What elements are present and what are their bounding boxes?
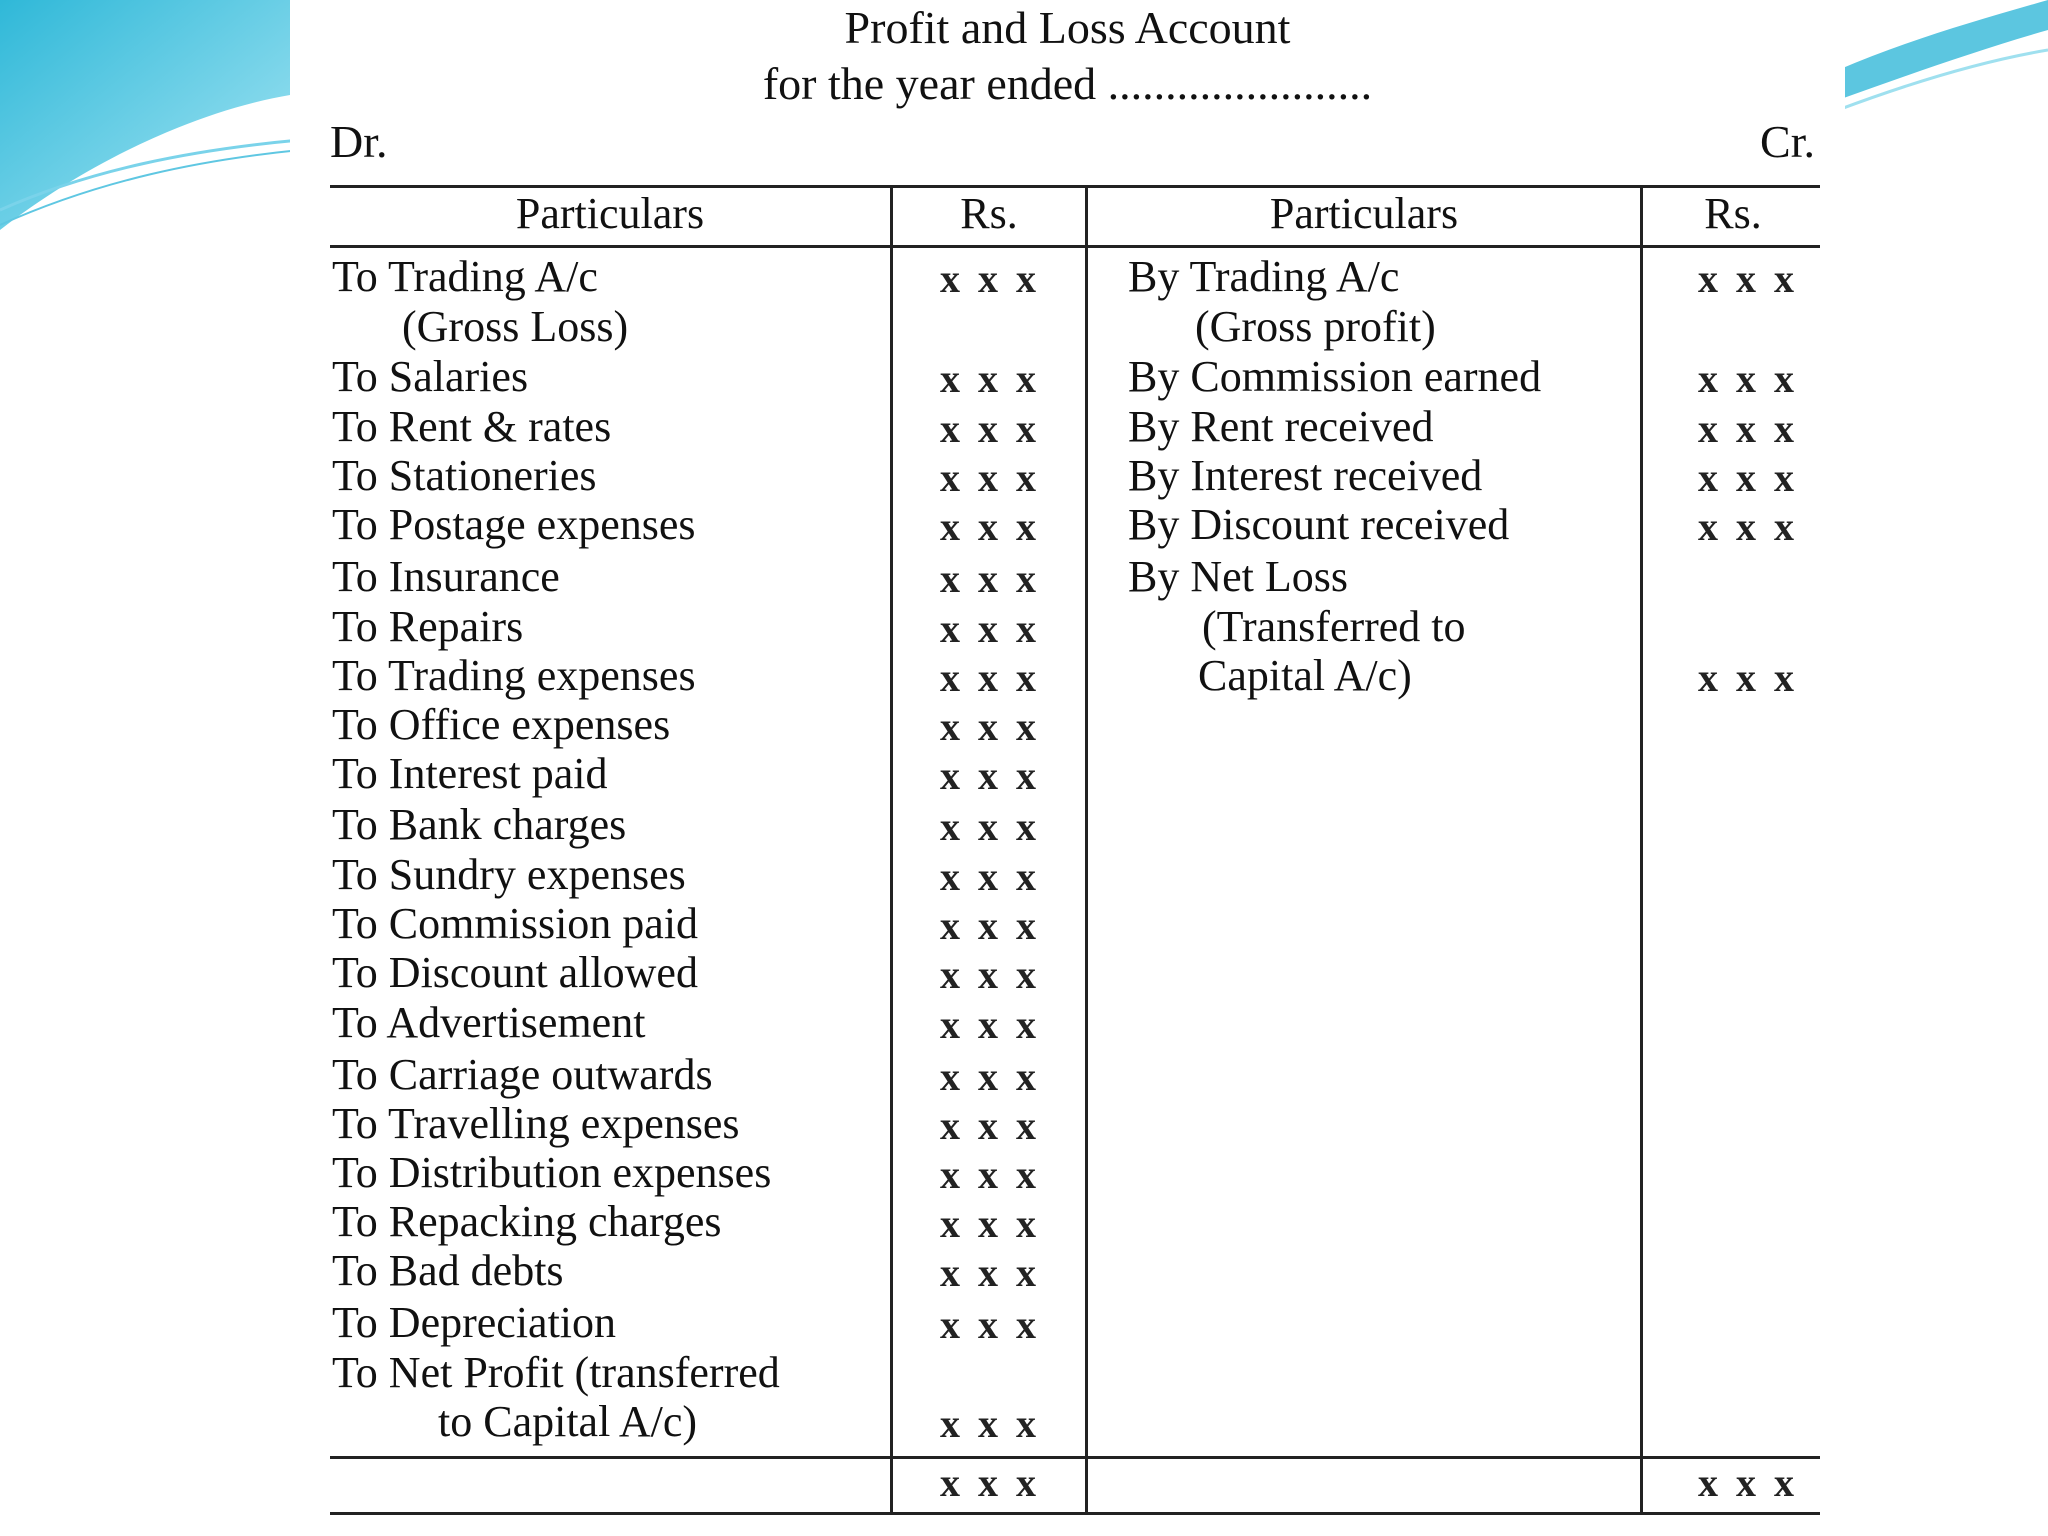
column-divider-3 bbox=[1640, 185, 1643, 1513]
credit-row: By Rent received bbox=[1128, 402, 1434, 451]
total-top-rule bbox=[330, 1456, 1820, 1459]
credit-amount: x x x bbox=[1698, 406, 1798, 451]
debit-row: To Interest paid bbox=[332, 749, 608, 798]
debit-row: To Repairs bbox=[332, 602, 524, 651]
debit-amount: x x x bbox=[940, 455, 1040, 500]
column-divider-1 bbox=[890, 185, 893, 1513]
debit-amount: x x x bbox=[940, 804, 1040, 849]
credit-row: (Gross profit) bbox=[1195, 302, 1436, 351]
debit-amount: x x x bbox=[940, 1002, 1040, 1047]
credit-amount: x x x bbox=[1698, 356, 1798, 401]
debit-amount: x x x bbox=[940, 606, 1040, 651]
credit-row: By Interest received bbox=[1128, 451, 1483, 500]
debit-row: To Carriage outwards bbox=[332, 1050, 713, 1099]
debit-amount: x x x bbox=[940, 1201, 1040, 1246]
debit-amount: x x x bbox=[940, 704, 1040, 749]
debit-amount: x x x bbox=[940, 406, 1040, 451]
credit-row: (Transferred to bbox=[1202, 602, 1466, 651]
debit-amount: x x x bbox=[940, 1103, 1040, 1148]
credit-label: Cr. bbox=[1760, 116, 1815, 167]
credit-row: By Discount received bbox=[1128, 500, 1510, 549]
header-bottom-rule bbox=[330, 245, 1820, 248]
profit-loss-document bbox=[290, 0, 1845, 1536]
debit-row: To Travelling expenses bbox=[332, 1099, 740, 1148]
debit-row: To Insurance bbox=[332, 552, 560, 601]
debit-amount: x x x bbox=[940, 1054, 1040, 1099]
decorative-swoosh-left bbox=[0, 0, 300, 240]
credit-row: By Net Loss bbox=[1128, 552, 1348, 601]
debit-amount: x x x bbox=[940, 256, 1040, 301]
debit-row: To Trading A/c bbox=[332, 252, 598, 301]
credit-row: Capital A/c) bbox=[1198, 651, 1412, 700]
debit-amount: x x x bbox=[940, 903, 1040, 948]
page-title: Profit and Loss Account bbox=[844, 2, 1291, 53]
debit-amount: x x x bbox=[940, 952, 1040, 997]
debit-row: To Salaries bbox=[332, 352, 529, 401]
debit-amount: x x x bbox=[940, 753, 1040, 798]
debit-row: To Rent & rates bbox=[332, 402, 612, 451]
debit-row: To Advertisement bbox=[332, 998, 646, 1047]
debit-amount: x x x bbox=[940, 556, 1040, 601]
debit-row: To Repacking charges bbox=[332, 1197, 722, 1246]
credit-amount: x x x bbox=[1698, 504, 1798, 549]
debit-row: (Gross Loss) bbox=[402, 302, 629, 351]
credit-row: By Commission earned bbox=[1128, 352, 1542, 401]
debit-row: To Bank charges bbox=[332, 800, 627, 849]
debit-amount: x x x bbox=[940, 1152, 1040, 1197]
debit-total: x x x bbox=[940, 1460, 1040, 1505]
table-bottom-rule bbox=[330, 1512, 1820, 1515]
credit-row: By Trading A/c bbox=[1128, 252, 1400, 301]
debit-amount: x x x bbox=[940, 1302, 1040, 1347]
debit-row: To Discount allowed bbox=[332, 948, 698, 997]
credit-amount: x x x bbox=[1698, 455, 1798, 500]
credit-amount: x x x bbox=[1698, 256, 1798, 301]
debit-row: To Sundry expenses bbox=[332, 850, 686, 899]
debit-row: To Postage expenses bbox=[332, 500, 696, 549]
debit-row: To Net Profit (transferred bbox=[332, 1348, 780, 1397]
debit-amount: x x x bbox=[940, 1401, 1040, 1446]
debit-row: To Commission paid bbox=[332, 899, 699, 948]
column-divider-2 bbox=[1085, 185, 1088, 1513]
debit-amount: x x x bbox=[940, 655, 1040, 700]
debit-row: to Capital A/c) bbox=[438, 1397, 698, 1446]
page-subtitle: for the year ended ....................... bbox=[762, 58, 1373, 109]
debit-amount: x x x bbox=[940, 1250, 1040, 1295]
debit-row: To Trading expenses bbox=[332, 651, 696, 700]
credit-total: x x x bbox=[1698, 1460, 1798, 1505]
decorative-swoosh-right bbox=[1838, 0, 2048, 140]
header-left-rs: Rs. bbox=[960, 189, 1018, 238]
debit-row: To Depreciation bbox=[332, 1298, 617, 1347]
debit-row: To Distribution expenses bbox=[332, 1148, 772, 1197]
debit-amount: x x x bbox=[940, 356, 1040, 401]
credit-amount: x x x bbox=[1698, 655, 1798, 700]
debit-row: To Bad debts bbox=[332, 1246, 564, 1295]
header-left-particulars: Particulars bbox=[515, 189, 705, 238]
header-right-particulars: Particulars bbox=[1269, 189, 1459, 238]
debit-amount: x x x bbox=[940, 504, 1040, 549]
header-right-rs: Rs. bbox=[1704, 189, 1762, 238]
debit-row: To Stationeries bbox=[332, 451, 597, 500]
debit-label: Dr. bbox=[330, 116, 388, 167]
debit-amount: x x x bbox=[940, 854, 1040, 899]
debit-row: To Office expenses bbox=[332, 700, 671, 749]
